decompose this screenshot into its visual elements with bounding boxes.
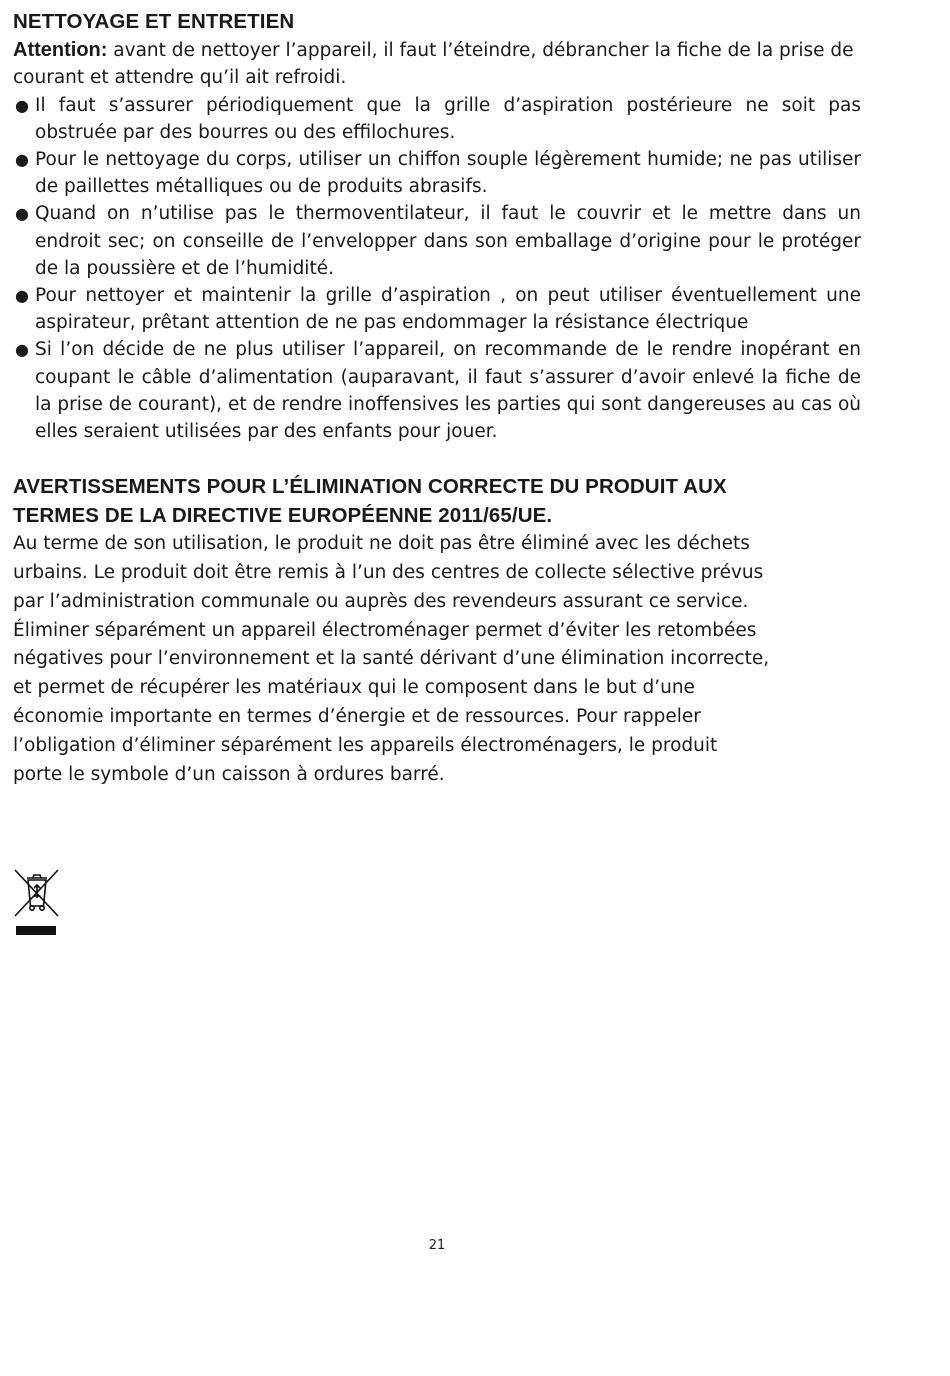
disposal-section <box>13 472 861 789</box>
bullet-icon: ● <box>15 340 29 360</box>
attention-text: avant de nettoyer l’appareil, il faut l’éteindre, débrancher la fiche de la prise de courant et attendre qu’il ait refroidi. <box>13 39 854 88</box>
bullet-icon: ● <box>15 149 29 169</box>
cleaning-instructions-list <box>13 92 861 446</box>
list-item: ● Quand on n’utilise pas le thermoventilateur, il faut le couvrir et le mettre dans un endroit sec; on conseille de l’envelopper dans son emballage d’origine pour le protéger de la poussière et de l’humidité. <box>13 200 861 282</box>
list-item: ● Pour nettoyer et maintenir la grille d’aspiration , on peut utiliser éventuellement une aspirateur, prêtant attention de ne pas endommager la résistance électrique <box>13 282 861 336</box>
bullet-icon: ● <box>15 204 29 224</box>
list-item: ● Pour le nettoyage du corps, utiliser un chiffon souple légèrement humide; ne pas utiliser de paillettes métalliques ou de produits abrasifs. <box>13 146 861 200</box>
attention-paragraph <box>13 37 861 92</box>
disposal-paragraph: Au terme de son utilisation, le produit ne doit pas être éliminé avec les déchets urbains. Le produit doit être remis à l’un des centres de collecte sélective prévus par l’administration communale ou auprès des revendeurs assurant ce service. Éliminer séparément un appareil électroménager permet d’éviter les retombées négatives pour l’environnement et la santé dérivant d’une élimination incorrecte, et permet de récupérer les matériaux qui le composent dans le but d’une économie importante en termes d’énergie et de ressources. Pour rappeler l’obligation d’éliminer séparément les appareils électroménagers, le produit porte le symbole d’un caisson à ordures barré. <box>13 533 770 785</box>
document-page <box>13 8 861 789</box>
list-item: ● Si l’on décide de ne plus utiliser l’appareil, on recommande de le rendre inopérant en coupant le câble d’alimentation (auparavant, il faut s’assurer d’avoir enlevé la fiche de la prise de courant), et de rendre inoffensives les parties qui sont dangereuses au cas où elles seraient utilisées par des enfants pour jouer. <box>13 336 861 445</box>
list-item: ● Il faut s’assurer périodiquement que la grille d’aspiration postérieure ne soit pas obstruée par des bourres ou des effilochures. <box>13 92 861 146</box>
section-title-disposal: AVERTISSEMENTS POUR L’ÉLIMINATION CORRECTE DU PRODUIT AUX TERMES DE LA DIRECTIVE EUROPÉENNE 2011/65/UE. <box>13 475 727 528</box>
bullet-icon: ● <box>15 285 29 305</box>
page-number: 21 <box>428 1238 446 1253</box>
attention-label: Attention: <box>13 38 108 61</box>
crossed-out-wheelie-bin-icon <box>12 868 62 940</box>
bullet-icon: ● <box>15 95 29 115</box>
section-title-cleaning: NETTOYAGE ET ENTRETIEN <box>13 10 295 33</box>
